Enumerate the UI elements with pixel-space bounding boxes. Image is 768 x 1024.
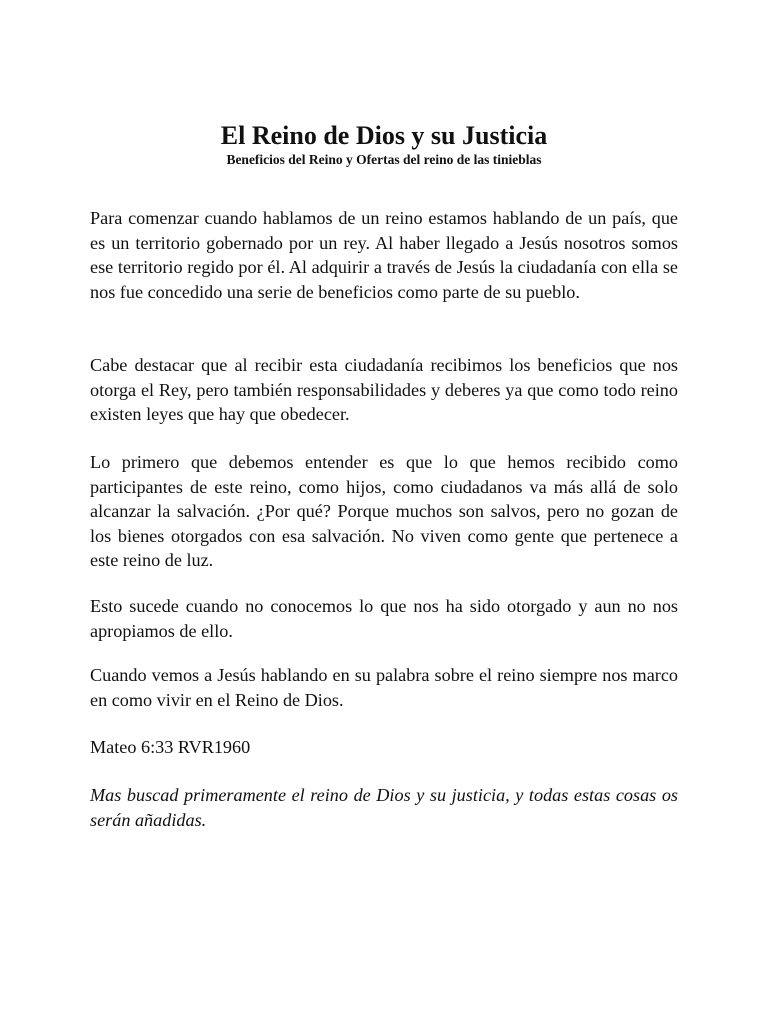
document-title: El Reino de Dios y su Justicia <box>220 121 548 150</box>
paragraph-beyond-salvation: Lo primero que debemos entender es que lo que hemos recibido como participantes de este reino, como hijos, como ciudadanos va más allá de solo alcanzar la salvación. ¿Por qué? Porque muchos son salvos, pero no gozan de los bienes otorgados con esa salvación. No viven como gente que pertenece a este reino de luz. <box>90 452 678 570</box>
paragraph-citizenship-benefits: Cabe destacar que al recibir esta ciudadanía recibimos los beneficios que nos otorga el Rey, pero también responsabilidades y deberes ya que como todo reino existen leyes que hay que obedecer. <box>90 355 678 424</box>
document-subtitle: Beneficios del Reino y Ofertas del reino de las tinieblas <box>226 152 542 167</box>
scripture-quote: Mas buscad primeramente el reino de Dios y su justicia, y todas estas cosas os serán añadidas. <box>90 785 678 830</box>
paragraph-jesus-kingdom: Cuando vemos a Jesús hablando en su palabra sobre el reino siempre nos marco en como vivir en el Reino de Dios. <box>90 665 678 710</box>
scripture-reference: Mateo 6:33 RVR1960 <box>90 737 251 757</box>
paragraph-not-knowing: Esto sucede cuando no conocemos lo que nos ha sido otorgado y aun no nos apropiamos de ello. <box>90 596 678 641</box>
paragraph-kingdom-intro: Para comenzar cuando hablamos de un reino estamos hablando de un país, que es un territorio gobernado por un rey. Al haber llegado a Jesús nosotros somos ese territorio regido por él. Al adquirir a través de Jesús la ciudadanía con ella se nos fue concedido una serie de beneficios como parte de su pueblo. <box>90 208 678 302</box>
